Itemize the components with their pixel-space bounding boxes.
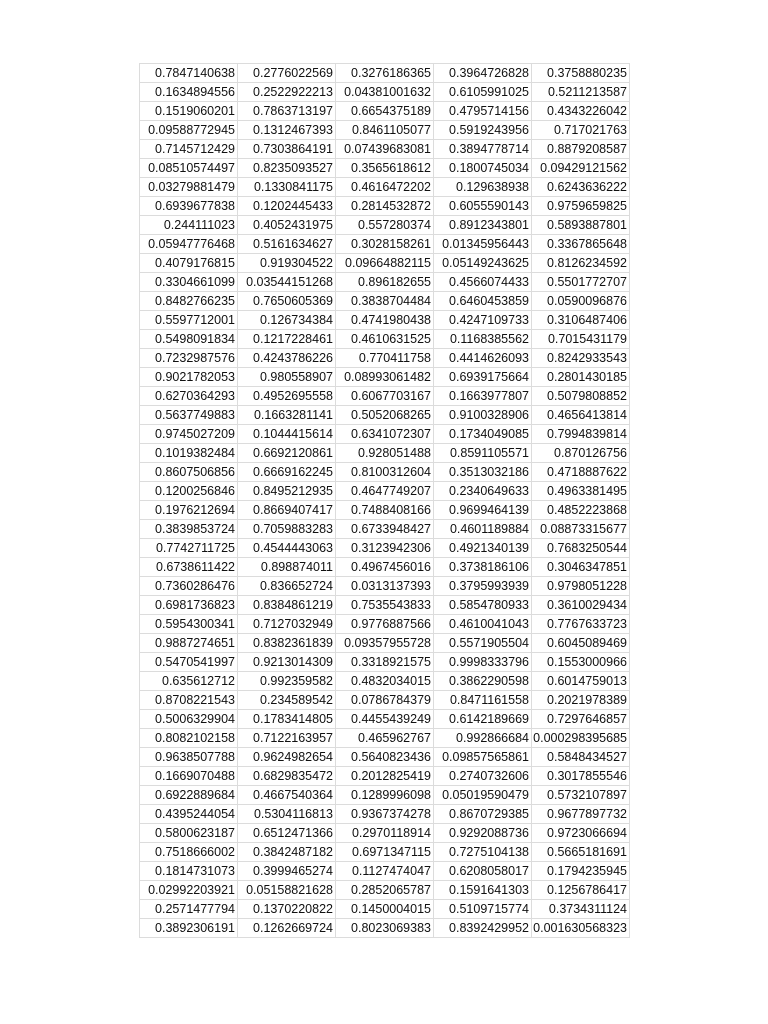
table-cell[interactable]: 0.7145712429 (140, 140, 238, 159)
table-row (140, 311, 630, 330)
table-cell[interactable]: 0.1663977807 (434, 387, 532, 406)
table-row (140, 862, 630, 881)
table-cell[interactable]: 0.9723066694 (532, 824, 630, 843)
table-cell[interactable]: 0.919304522 (238, 254, 336, 273)
table-cell[interactable]: 0.1312467393 (238, 121, 336, 140)
table-cell[interactable]: 0.05149243625 (434, 254, 532, 273)
table-cell[interactable]: 0.1519060201 (140, 102, 238, 121)
table-row (140, 482, 630, 501)
table-cell[interactable]: 0.5498091834 (140, 330, 238, 349)
table-cell[interactable]: 0.6512471366 (238, 824, 336, 843)
table-cell[interactable]: 0.5732107897 (532, 786, 630, 805)
table-cell[interactable]: 0.129638938 (434, 178, 532, 197)
table-cell[interactable]: 0.9745027209 (140, 425, 238, 444)
table-cell[interactable]: 0.3964726828 (434, 64, 532, 83)
table-cell[interactable]: 0.5501772707 (532, 273, 630, 292)
table-cell[interactable]: 0.9677897732 (532, 805, 630, 824)
table-cell[interactable]: 0.0313137393 (336, 577, 434, 596)
table-cell[interactable]: 0.5006329904 (140, 710, 238, 729)
table-cell[interactable]: 0.6939175664 (434, 368, 532, 387)
table-cell[interactable]: 0.4616472202 (336, 178, 434, 197)
table-cell[interactable]: 0.5640823436 (336, 748, 434, 767)
table-row (140, 919, 630, 938)
table-cell[interactable]: 0.8591105571 (434, 444, 532, 463)
table-cell[interactable]: 0.09429121562 (532, 159, 630, 178)
table-row (140, 121, 630, 140)
table-cell[interactable]: 0.8235093527 (238, 159, 336, 178)
table-row (140, 881, 630, 900)
table-cell[interactable]: 0.4455439249 (336, 710, 434, 729)
table-row (140, 653, 630, 672)
table-cell[interactable]: 0.1814731073 (140, 862, 238, 881)
table-cell[interactable]: 0.3106487406 (532, 311, 630, 330)
table-row (140, 273, 630, 292)
table-cell[interactable]: 0.6045089469 (532, 634, 630, 653)
table-cell[interactable]: 0.8669407417 (238, 501, 336, 520)
table-cell[interactable]: 0.3017855546 (532, 767, 630, 786)
table-cell[interactable]: 0.09857565861 (434, 748, 532, 767)
table-cell[interactable]: 0.3999465274 (238, 862, 336, 881)
table-cell[interactable]: 0.9624982654 (238, 748, 336, 767)
table-cell[interactable]: 0.6654375189 (336, 102, 434, 121)
table-cell[interactable]: 0.09664882115 (336, 254, 434, 273)
table-cell[interactable]: 0.9367374278 (336, 805, 434, 824)
table-cell[interactable]: 0.9021782053 (140, 368, 238, 387)
table-cell[interactable]: 0.4832034015 (336, 672, 434, 691)
table-cell[interactable]: 0.4718887622 (532, 463, 630, 482)
table-cell[interactable]: 0.4566074433 (434, 273, 532, 292)
table-cell[interactable]: 0.8708221543 (140, 691, 238, 710)
table-cell[interactable]: 0.6341072307 (336, 425, 434, 444)
table-cell[interactable]: 0.8607506856 (140, 463, 238, 482)
table-row (140, 672, 630, 691)
table-cell[interactable]: 0.1019382484 (140, 444, 238, 463)
table-row (140, 786, 630, 805)
table-cell[interactable]: 0.1591641303 (434, 881, 532, 900)
table-row (140, 292, 630, 311)
table-cell[interactable]: 0.8242933543 (532, 349, 630, 368)
table-cell[interactable]: 0.2522922213 (238, 83, 336, 102)
table-cell[interactable]: 0.4601189884 (434, 520, 532, 539)
table-cell[interactable]: 0.3304661099 (140, 273, 238, 292)
table-row (140, 710, 630, 729)
table-cell[interactable]: 0.980558907 (238, 368, 336, 387)
table-cell[interactable]: 0.3894778714 (434, 140, 532, 159)
table-cell[interactable]: 0.3046347851 (532, 558, 630, 577)
table-cell[interactable]: 0.7518666002 (140, 843, 238, 862)
table-cell[interactable]: 0.7742711725 (140, 539, 238, 558)
table-cell[interactable]: 0.6738611422 (140, 558, 238, 577)
table-cell[interactable]: 0.08510574497 (140, 159, 238, 178)
table-cell[interactable]: 0.2340649633 (434, 482, 532, 501)
table-cell[interactable]: 0.07439683081 (336, 140, 434, 159)
table-cell[interactable]: 0.4967456016 (336, 558, 434, 577)
table-cell[interactable]: 0.4079176815 (140, 254, 238, 273)
table-row (140, 197, 630, 216)
table-cell[interactable]: 0.4852223868 (532, 501, 630, 520)
table-cell[interactable]: 0.2776022569 (238, 64, 336, 83)
table-cell[interactable]: 0.5079808852 (532, 387, 630, 406)
table-cell[interactable]: 0.9998333796 (434, 653, 532, 672)
table-cell[interactable]: 0.8126234592 (532, 254, 630, 273)
table-cell[interactable]: 0.9776887566 (336, 615, 434, 634)
table-row (140, 178, 630, 197)
table-cell[interactable]: 0.5211213587 (532, 83, 630, 102)
table-row (140, 729, 630, 748)
table-cell[interactable]: 0.6939677838 (140, 197, 238, 216)
table-row (140, 83, 630, 102)
table-cell[interactable]: 0.1663281141 (238, 406, 336, 425)
table-cell[interactable]: 0.2814532872 (336, 197, 434, 216)
table-row (140, 216, 630, 235)
table-cell[interactable]: 0.7683250544 (532, 539, 630, 558)
table-cell[interactable]: 0.2801430185 (532, 368, 630, 387)
table-cell[interactable]: 0.3513032186 (434, 463, 532, 482)
table-cell[interactable]: 0.4795714156 (434, 102, 532, 121)
table-cell[interactable]: 0.7122163957 (238, 729, 336, 748)
table-cell[interactable]: 0.4921340139 (434, 539, 532, 558)
table-row (140, 368, 630, 387)
table-cell[interactable]: 0.3276186365 (336, 64, 434, 83)
table-cell[interactable]: 0.3839853724 (140, 520, 238, 539)
table-row (140, 140, 630, 159)
spreadsheet-grid (139, 63, 630, 938)
table-cell[interactable]: 0.717021763 (532, 121, 630, 140)
table-row (140, 824, 630, 843)
table-cell[interactable]: 0.7275104138 (434, 843, 532, 862)
table-cell[interactable]: 0.09588772945 (140, 121, 238, 140)
table-cell[interactable]: 0.7847140638 (140, 64, 238, 83)
table-cell[interactable]: 0.5919243956 (434, 121, 532, 140)
table-cell[interactable]: 0.01345956443 (434, 235, 532, 254)
table-cell[interactable]: 0.05947776468 (140, 235, 238, 254)
table-cell[interactable]: 0.6981736823 (140, 596, 238, 615)
table-row (140, 520, 630, 539)
table-cell[interactable]: 0.5052068265 (336, 406, 434, 425)
table-cell[interactable]: 0.1370220822 (238, 900, 336, 919)
table-cell[interactable]: 0.7127032949 (238, 615, 336, 634)
table-cell[interactable]: 0.09357955728 (336, 634, 434, 653)
table-cell[interactable]: 0.8912343801 (434, 216, 532, 235)
table-cell[interactable]: 0.7488408166 (336, 501, 434, 520)
table-cell[interactable]: 0.08873315677 (532, 520, 630, 539)
table-cell[interactable]: 0.4052431975 (238, 216, 336, 235)
table-cell[interactable]: 0.3862290598 (434, 672, 532, 691)
table-cell[interactable]: 0.3892306191 (140, 919, 238, 938)
table-cell[interactable]: 0.1669070488 (140, 767, 238, 786)
table-cell[interactable]: 0.6014759013 (532, 672, 630, 691)
table-cell[interactable]: 0.1217228461 (238, 330, 336, 349)
table-row (140, 235, 630, 254)
table-row (140, 159, 630, 178)
table-cell[interactable]: 0.1044415614 (238, 425, 336, 444)
table-cell[interactable]: 0.4610631525 (336, 330, 434, 349)
table-cell[interactable]: 0.6829835472 (238, 767, 336, 786)
table-cell[interactable]: 0.5304116813 (238, 805, 336, 824)
table-cell[interactable]: 0.6105991025 (434, 83, 532, 102)
table-cell[interactable]: 0.6243636222 (532, 178, 630, 197)
table-cell[interactable]: 0.2970118914 (336, 824, 434, 843)
table-cell[interactable]: 0.635612712 (140, 672, 238, 691)
table-cell[interactable]: 0.08993061482 (336, 368, 434, 387)
table-cell[interactable]: 0.1634894556 (140, 83, 238, 102)
table-cell[interactable]: 0.5597712001 (140, 311, 238, 330)
table-cell[interactable]: 0.7059883283 (238, 520, 336, 539)
table-cell[interactable]: 0.8100312604 (336, 463, 434, 482)
table-cell[interactable]: 0.992359582 (238, 672, 336, 691)
table-cell[interactable]: 0.03279881479 (140, 178, 238, 197)
table-cell[interactable]: 0.6067703167 (336, 387, 434, 406)
table-cell[interactable]: 0.05019590479 (434, 786, 532, 805)
table-row (140, 330, 630, 349)
table-row (140, 634, 630, 653)
table-cell[interactable]: 0.9638507788 (140, 748, 238, 767)
table-cell[interactable]: 0.5848434527 (532, 748, 630, 767)
table-cell[interactable]: 0.7360286476 (140, 577, 238, 596)
table-row (140, 577, 630, 596)
table-cell[interactable]: 0.6055590143 (434, 197, 532, 216)
table-cell[interactable]: 0.9100328906 (434, 406, 532, 425)
table-cell[interactable]: 0.8471161558 (434, 691, 532, 710)
table-row (140, 64, 630, 83)
table-cell[interactable]: 0.3838704484 (336, 292, 434, 311)
table-cell[interactable]: 0.9887274651 (140, 634, 238, 653)
table-cell[interactable]: 0.928051488 (336, 444, 434, 463)
table-cell[interactable]: 0.7303864191 (238, 140, 336, 159)
table-cell[interactable]: 0.6971347115 (336, 843, 434, 862)
table-cell[interactable]: 0.3734311124 (532, 900, 630, 919)
table-cell[interactable]: 0.6208058017 (434, 862, 532, 881)
table-cell[interactable]: 0.5637749883 (140, 406, 238, 425)
table-cell[interactable]: 0.6270364293 (140, 387, 238, 406)
table-cell[interactable]: 0.1200256846 (140, 482, 238, 501)
table-cell[interactable]: 0.1330841175 (238, 178, 336, 197)
table-row (140, 102, 630, 121)
table-cell[interactable]: 0.836652724 (238, 577, 336, 596)
table-cell[interactable]: 0.1262669724 (238, 919, 336, 938)
table-cell[interactable]: 0.7650605369 (238, 292, 336, 311)
table-cell[interactable]: 0.8082102158 (140, 729, 238, 748)
table-cell[interactable]: 0.7297646857 (532, 710, 630, 729)
table-cell[interactable]: 0.9292088736 (434, 824, 532, 843)
table-cell[interactable]: 0.3610029434 (532, 596, 630, 615)
table-cell[interactable]: 0.7232987576 (140, 349, 238, 368)
table-cell[interactable]: 0.1800745034 (434, 159, 532, 178)
table-cell[interactable]: 0.8392429952 (434, 919, 532, 938)
table-cell[interactable]: 0.9798051228 (532, 577, 630, 596)
table-cell[interactable]: 0.770411758 (336, 349, 434, 368)
table-cell[interactable]: 0.1783414805 (238, 710, 336, 729)
table-cell[interactable]: 0.4395244054 (140, 805, 238, 824)
table-cell[interactable]: 0.2740732606 (434, 767, 532, 786)
table-cell[interactable]: 0.8461105077 (336, 121, 434, 140)
table-cell[interactable]: 0.4963381495 (532, 482, 630, 501)
table-cell[interactable]: 0.2021978389 (532, 691, 630, 710)
table-cell[interactable]: 0.6460453859 (434, 292, 532, 311)
table-cell[interactable]: 0.2852065787 (336, 881, 434, 900)
table-cell[interactable]: 0.6142189669 (434, 710, 532, 729)
table-cell[interactable]: 0.1976212694 (140, 501, 238, 520)
table-cell[interactable]: 0.4952695558 (238, 387, 336, 406)
table-row (140, 501, 630, 520)
table-cell[interactable]: 0.4343226042 (532, 102, 630, 121)
table-cell[interactable]: 0.6733948427 (336, 520, 434, 539)
table-cell[interactable]: 0.9759659825 (532, 197, 630, 216)
table-cell[interactable]: 0.02992203921 (140, 881, 238, 900)
table-row (140, 387, 630, 406)
table-cell[interactable]: 0.5470541997 (140, 653, 238, 672)
table-cell[interactable]: 0.9699464139 (434, 501, 532, 520)
table-cell[interactable]: 0.0786784379 (336, 691, 434, 710)
table-cell[interactable]: 0.7767633723 (532, 615, 630, 634)
table-cell[interactable]: 0.7863713197 (238, 102, 336, 121)
table-row (140, 558, 630, 577)
table-cell[interactable]: 0.3565618612 (336, 159, 434, 178)
table-cell[interactable]: 0.465962767 (336, 729, 434, 748)
table-row (140, 900, 630, 919)
table-cell[interactable]: 0.4414626093 (434, 349, 532, 368)
table-cell[interactable]: 0.126734384 (238, 311, 336, 330)
table-cell[interactable]: 0.5665181691 (532, 843, 630, 862)
table-cell[interactable]: 0.4247109733 (434, 311, 532, 330)
table-row (140, 748, 630, 767)
table-cell[interactable]: 0.001630568323 (532, 919, 630, 938)
table-cell[interactable]: 0.3028158261 (336, 235, 434, 254)
table-cell[interactable]: 0.234589542 (238, 691, 336, 710)
table-cell[interactable]: 0.2571477794 (140, 900, 238, 919)
table-cell[interactable]: 0.4667540364 (238, 786, 336, 805)
table-cell[interactable]: 0.03544151268 (238, 273, 336, 292)
table-cell[interactable]: 0.3795993939 (434, 577, 532, 596)
table-cell[interactable]: 0.4741980438 (336, 311, 434, 330)
table-cell[interactable]: 0.6922889684 (140, 786, 238, 805)
table-cell[interactable]: 0.3738186106 (434, 558, 532, 577)
table-cell[interactable]: 0.1289996098 (336, 786, 434, 805)
table-row (140, 691, 630, 710)
table-cell[interactable]: 0.898874011 (238, 558, 336, 577)
table-row (140, 349, 630, 368)
table-cell[interactable]: 0.000298395685 (532, 729, 630, 748)
table-cell[interactable]: 0.3123942306 (336, 539, 434, 558)
table-cell[interactable]: 0.7994839814 (532, 425, 630, 444)
table-cell[interactable]: 0.7015431179 (532, 330, 630, 349)
table-cell[interactable]: 0.1256786417 (532, 881, 630, 900)
table-row (140, 406, 630, 425)
table-cell[interactable]: 0.8670729385 (434, 805, 532, 824)
table-cell[interactable]: 0.6692120861 (238, 444, 336, 463)
table-cell[interactable]: 0.1794235945 (532, 862, 630, 881)
table-cell[interactable]: 0.5571905504 (434, 634, 532, 653)
table-cell[interactable]: 0.5109715774 (434, 900, 532, 919)
table-cell[interactable]: 0.05158821628 (238, 881, 336, 900)
table-cell[interactable]: 0.8879208587 (532, 140, 630, 159)
table-row (140, 539, 630, 558)
table-cell[interactable]: 0.4544443063 (238, 539, 336, 558)
table-cell[interactable]: 0.8382361839 (238, 634, 336, 653)
table-cell[interactable]: 0.1168385562 (434, 330, 532, 349)
table-cell[interactable]: 0.3758880235 (532, 64, 630, 83)
table-cell[interactable]: 0.5161634627 (238, 235, 336, 254)
table-cell[interactable]: 0.1734049085 (434, 425, 532, 444)
table-cell[interactable]: 0.9213014309 (238, 653, 336, 672)
table-cell[interactable]: 0.6669162245 (238, 463, 336, 482)
table-cell[interactable]: 0.8023069383 (336, 919, 434, 938)
table-cell[interactable]: 0.4610041043 (434, 615, 532, 634)
table-cell[interactable]: 0.5800623187 (140, 824, 238, 843)
table-row (140, 843, 630, 862)
table-row (140, 425, 630, 444)
table-cell[interactable]: 0.896182655 (336, 273, 434, 292)
table-cell[interactable]: 0.2012825419 (336, 767, 434, 786)
table-cell[interactable]: 0.5893887801 (532, 216, 630, 235)
table-cell[interactable]: 0.1127474047 (336, 862, 434, 881)
table-cell[interactable]: 0.5954300341 (140, 615, 238, 634)
table-cell[interactable]: 0.04381001632 (336, 83, 434, 102)
table-cell[interactable]: 0.3367865648 (532, 235, 630, 254)
table-cell[interactable]: 0.1202445433 (238, 197, 336, 216)
table-cell[interactable]: 0.0590096876 (532, 292, 630, 311)
table-row (140, 444, 630, 463)
table-cell[interactable]: 0.3842487182 (238, 843, 336, 862)
table-cell[interactable]: 0.8482766235 (140, 292, 238, 311)
table-cell[interactable]: 0.8495212935 (238, 482, 336, 501)
table-row (140, 767, 630, 786)
table-cell[interactable]: 0.7535543833 (336, 596, 434, 615)
spreadsheet-body (140, 64, 630, 938)
table-cell[interactable]: 0.1553000966 (532, 653, 630, 672)
table-row (140, 463, 630, 482)
table-row (140, 615, 630, 634)
table-row (140, 254, 630, 273)
table-cell[interactable]: 0.870126756 (532, 444, 630, 463)
table-cell[interactable]: 0.557280374 (336, 216, 434, 235)
table-cell[interactable]: 0.5854780933 (434, 596, 532, 615)
table-cell[interactable]: 0.3318921575 (336, 653, 434, 672)
table-row (140, 596, 630, 615)
table-cell[interactable]: 0.4243786226 (238, 349, 336, 368)
table-cell[interactable]: 0.244111023 (140, 216, 238, 235)
table-cell[interactable]: 0.992866684 (434, 729, 532, 748)
table-cell[interactable]: 0.4647749207 (336, 482, 434, 501)
table-cell[interactable]: 0.1450004015 (336, 900, 434, 919)
table-cell[interactable]: 0.4656413814 (532, 406, 630, 425)
table-cell[interactable]: 0.8384861219 (238, 596, 336, 615)
table-row (140, 805, 630, 824)
